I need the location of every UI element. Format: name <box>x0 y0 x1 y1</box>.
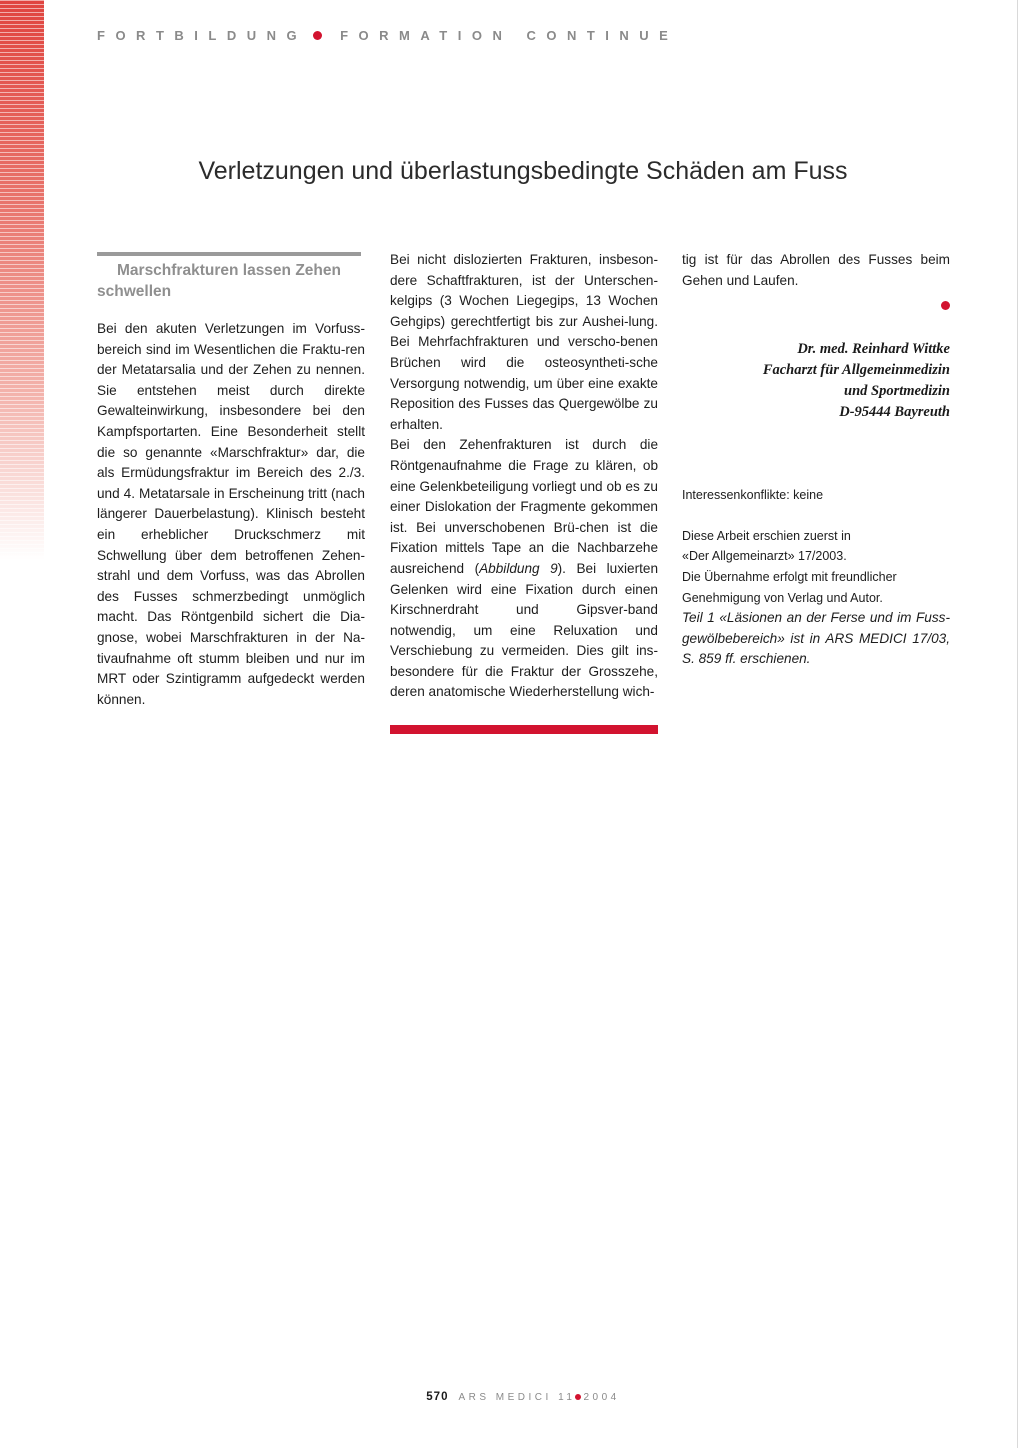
series-reference: Teil 1 «Läsionen an der Ferse und im Fuss-gewölbebereich» ist in ARS MEDICI 17/03, S. 859 ff. erschienen. <box>682 610 950 667</box>
column-1-body: Bei den akuten Verletzungen im Vorfuss-bereich sind im Wesentlichen die Fraktu-ren der Metatarsalia und der Zehen zu nennen. Sie entstehen meist durch direkte Gewalteinwirkung, insbesondere bei den Kampfsportarten. Eine Besonderheit stellt die so genannte «Marschfraktur» dar, die als Ermüdungsfraktur im Bereich des 2./3. und 4. Metatarsale in Erscheinung tritt (nach längerer Dauerbelastung). Klinisch besteht ein erheblicher Druckschmerz mit Schwellung über dem betroffenen Zehen-strahl und dem Vorfuss, was das Abrollen des Fusses schmerzbedingt unmöglich macht. Das Röntgenbild sichert die Dia-gnose, wobei Marschfrakturen in der Na-tivaufnahme oft stumm bleiben und nur im MRT oder Szintigramm aufgedeckt werden können. <box>97 321 365 707</box>
author-block <box>682 339 950 423</box>
column-2-para-2 <box>390 435 658 703</box>
figure-reference: Abbildung 9 <box>479 560 558 576</box>
column-1 <box>97 250 365 710</box>
column-2 <box>390 250 658 734</box>
column-2-para-1: Bei nicht dislozierten Frakturen, insbeson-dere Schaftfrakturen, ist der Unterschen-kelgips (3 Wochen Liegegips, 13 Wochen Gehgips) gerechtfertigt bis zur Aushei-lung. Bei Mehrfachfrakturen und verscho-benen Brüchen wird die osteosyntheti-sche Versorgung notwendig, um über eine exakte Reposition des Fusses das Quergewölbe zu erhalten. <box>390 252 658 432</box>
author-name: Dr. med. Reinhard Wittke <box>797 341 950 358</box>
note-line: Diese Arbeit erschien zuerst in <box>682 528 851 543</box>
section-header <box>97 26 678 44</box>
column-3-continuation: tig ist für das Abrollen des Fusses beim Gehen und Laufen. <box>682 252 950 288</box>
publication-note <box>682 526 950 608</box>
header-right: FORMATION CONTINUE <box>340 27 679 43</box>
note-line: Die Übernahme erfolgt mit freundlicher <box>682 569 897 584</box>
note-line: Genehmigung von Verlag und Autor. <box>682 590 883 605</box>
page-number: 570 <box>426 1391 449 1403</box>
author-title: Facharzt für Allgemeinmedizin <box>762 362 950 379</box>
end-mark <box>682 293 950 315</box>
para-2-text-a: Bei den Zehenfrakturen ist durch die Röntgenaufnahme die Frage zu klären, ob eine Gelenkbeteiligung vorliegt und ob es zu einer Dislokation der Fragmente gekommen ist. Bei unverschobenen Brü-chen ist die Fixation mittels Tape an die Nachbarzehe ausreichend ( <box>390 437 658 576</box>
author-address: D-95444 Bayreuth <box>839 404 950 421</box>
article-title: Verletzungen und überlastungsbedingte Schäden am Fuss <box>198 156 848 185</box>
note-line: «Der Allgemeinarzt» 17/2003. <box>682 549 847 564</box>
para-2-text-b: ). Bei luxierten Gelenken wird eine Fixation durch einen Kirschnerdraht und Gipsver-band notwendig, um eine Reluxation und Verschiebung zu vermeiden. Dies gilt ins-besondere für die Fraktur der Grosszehe, deren anatomische Wiederherstellung wich- <box>390 560 659 700</box>
column-end-bar <box>390 725 658 734</box>
header-left: FORTBILDUNG <box>97 27 308 43</box>
header-dot-icon <box>313 31 322 40</box>
decorative-stripe <box>0 0 44 560</box>
column-3 <box>682 250 950 670</box>
journal-year: 2004 <box>583 1392 620 1403</box>
conflict-statement: Interessenkonflikte: keine <box>682 488 824 503</box>
author-title-2: und Sportmedizin <box>844 383 950 400</box>
page-footer <box>0 1391 1024 1403</box>
subhead-rule <box>97 252 361 256</box>
journal-name: ARS MEDICI 11 <box>458 1392 576 1403</box>
end-dot-icon <box>941 301 950 310</box>
footer-dot-icon <box>575 1394 581 1400</box>
right-margin-rule <box>1017 0 1018 1448</box>
subheading: Marschfrakturen lassen Zehen schwellen <box>97 262 341 300</box>
